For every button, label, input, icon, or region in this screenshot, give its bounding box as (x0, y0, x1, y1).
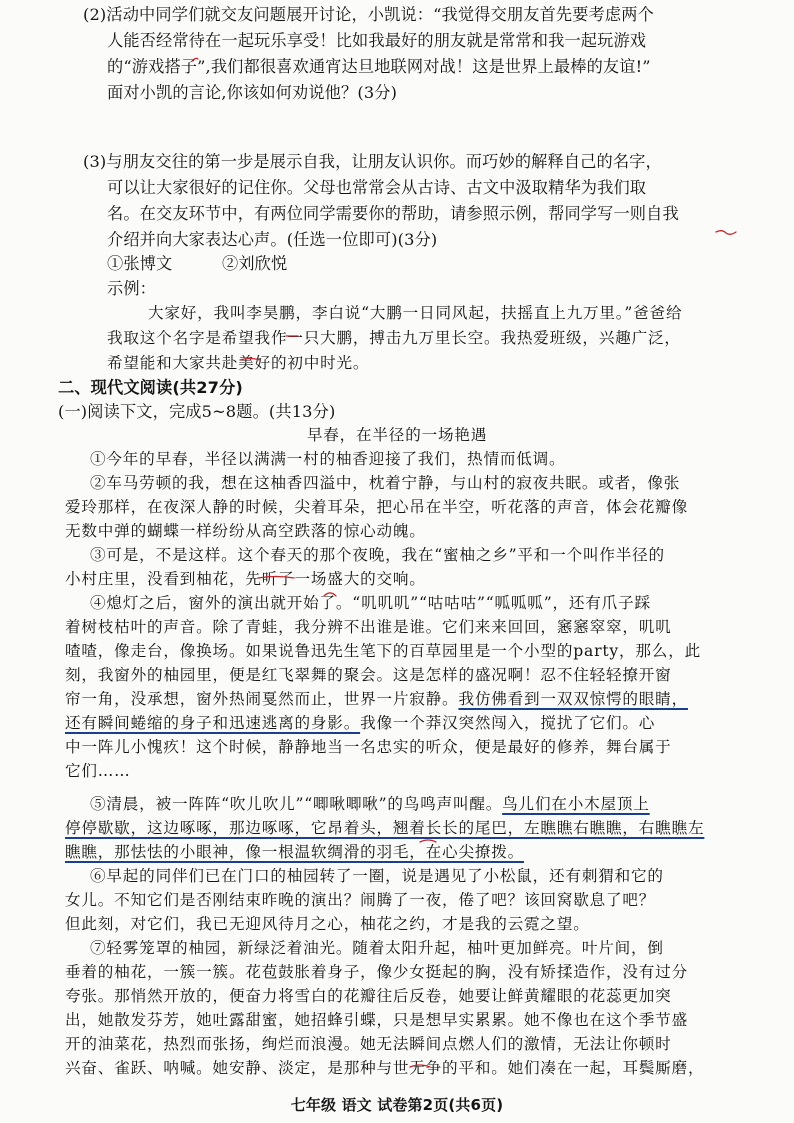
paragraph-4-line: 它们…… (65, 762, 131, 780)
q3-line: 可以让大家很好的记住你。父母也常常会从古诗、古文中汲取精华为我们取 (107, 178, 647, 197)
example-label: 示例： (107, 279, 157, 298)
q2-line: 面对小凯的言论,你该如何劝说他？(3分) (107, 83, 398, 102)
q3-line: 介绍并向大家表达心声。(任选一位即可)(3分) (107, 230, 438, 249)
q3-line: 名。在交友环节中，有两位同学需要你的帮助，请参照示例，帮同学写一则自我 (107, 204, 679, 223)
underlined-sentence: 瞧瞧，那怯怯的小眼神，像一根温软绸滑的羽毛，在心尖撩拨。 (65, 843, 525, 861)
paragraph-7-line: ⑦轻雾笼罩的柚园，新绿泛着油光。随着太阳升起，柚叶更加鲜亮。叶片间，倒 (90, 939, 664, 957)
example-line: 大家好，我叫李昊鹏，李白说“大鹏一日同风起，扶摇直上九万里。”爸爸给 (148, 304, 683, 322)
plain-text: ⑤清晨，被一阵阵“吹儿吹儿”“唧啾唧啾”的鸟鸣声叫醒。 (90, 795, 503, 813)
paragraph-3-line: 小村庄里，没看到柚花，先听了一场盛大的交响。 (65, 570, 426, 588)
paragraph-7-line: 兴奋、雀跃、呐喊。她安静、淡定，是那种与世无争的平和。她们凑在一起，耳鬓厮磨， (65, 1059, 705, 1077)
page-footer: 七年级 语文 试卷第2页(共6页) (290, 1096, 504, 1114)
paragraph-6-line: 但此刻，对它们，我已无迎风待月之心，柚花之约，才是我的云霓之望。 (65, 915, 590, 933)
paragraph-2-line: ②车马劳顿的我，想在这柚香四溢中，枕着宁静，与山村的寂夜共眠。或者，像张 (90, 474, 681, 492)
paragraph-5-line (90, 793, 650, 815)
underlined-sentence: 停停歇歇，这边啄啄，那边啄啄，它昂着头，翘着长长的尾巴，左瞧瞧右瞧瞧，右瞧瞧左 (65, 819, 705, 837)
q2-line: (2)活动中同学们就交友问题展开讨论，小凯说：“我觉得交朋友首先要考虑两个 (83, 5, 654, 24)
paragraph-3-line: ③可是，不是这样。这个春天的那个夜晚，我在“蜜柚之乡”平和一个叫作半径的 (90, 546, 665, 564)
paragraph-4-line (65, 688, 688, 710)
underlined-sentence: 鸟儿们在小木屋顶上 (502, 795, 650, 813)
example-line: 我取这个名字是希望我作一只大鹏，搏击九万里长空。我热爱班级，兴趣广泛， (107, 329, 681, 347)
red-squiggle-mark (716, 231, 736, 235)
paragraph-4-line: 喳喳，像走台，像换场。如果说鲁迅先生笔下的百草园里是一个小型的party，那么，此 (65, 642, 701, 660)
paragraph-2-line: 爱玲那样，在夜深人静的时候，尖着耳朵，把心吊在半空，听花落的声音，体会花瓣像 (65, 498, 688, 516)
plain-text: 帘一角，没承想，窗外热闹戛然而止，世界一片寂静。 (65, 690, 459, 708)
paragraph-6-line: 女儿。不知它们是否刚结束昨晚的演出？闹腾了一夜，倦了吧？该回窝歇息了吧？ (65, 891, 656, 909)
option-liu-xinyue: ②刘欣悦 (222, 254, 288, 273)
paragraph-7-line: 开的油菜花，热烈而张扬，绚烂而浪漫。她无法瞬间点燃人们的激情，无法让你顿时 (65, 1035, 672, 1053)
underlined-sentence: 还有瞬间蜷缩的身子和迅速逃离的身影。 (65, 714, 361, 732)
paragraph-4-line: ④熄灯之后，窗外的演出就开始了。“叽叽叽”“咕咕咕”“呱呱呱”，还有爪子踩 (90, 594, 651, 612)
paragraph-5-line (65, 817, 704, 839)
plain-text: 我像一个莽汉突然闯入，搅扰了它们。心 (360, 714, 656, 732)
paragraph-4-line: 中一阵儿小愧疚！这个时候，静静地当一名忠实的听众，便是最好的修养，舞台属于 (65, 738, 672, 756)
q2-line: 人能否经常待在一起玩乐享受！比如我最好的朋友就是常常和我一起玩游戏 (107, 31, 647, 50)
example-line: 希望能和大家共赴美好的初中时光。 (107, 354, 370, 372)
section-heading: 二、现代文阅读(共27分) (58, 378, 243, 397)
option-zhang-bowen: ①张博文 (107, 254, 173, 273)
paragraph-2-line: 无数中弹的蝴蝶一样纷纷从高空跌落的惊心动魄。 (65, 522, 426, 540)
paragraph-7-line: 垂着的柚花，一簇一簇。花苞鼓胀着身子，像少女挺起的胸，没有矫揉造作，没有过分 (65, 963, 688, 981)
paragraph-4-line: 刻，我窗外的柚园里，便是红飞翠舞的聚会。这是怎样的盛况啊！忍不住轻轻撩开窗 (65, 666, 672, 684)
subsection-heading: (一)阅读下文，完成5~8题。(共13分) (58, 402, 336, 421)
q3-line: (3)与朋友交往的第一步是展示自我，让朋友认识你。而巧妙的解释自己的名字， (83, 152, 662, 171)
paragraph-4-line (65, 712, 655, 734)
underlined-sentence: 我仿佛看到一双双惊愕的眼睛， (458, 690, 688, 708)
paragraph-4-line: 着树枝枯叶的声音。除了青蛙，我分辨不出谁是谁。它们来来回回，窸窸窣窣，叽叽 (65, 618, 672, 636)
paragraph-5-line (65, 841, 524, 863)
paragraph-6-line: ⑥早起的同伴们已在门口的柚园转了一圈，说是遇见了小松鼠，还有刺猬和它的 (90, 867, 664, 885)
q2-line: 的“游戏搭子”,我们都很喜欢通宵达旦地联网对战！这是世界上最棒的友谊!” (107, 57, 651, 76)
paragraph-7-line: 夸张。那悄然开放的，便奋力将雪白的花瓣往后反卷，她要让鲜黄耀眼的花蕊更加突 (65, 987, 672, 1005)
paragraph-7-line: 出，她散发芬芳，她吐露甜蜜，她招蜂引蝶，只是想早实累累。她不像也在这个季节盛 (65, 1011, 688, 1029)
article-title: 早春，在半径的一场艳遇 (306, 426, 488, 444)
paragraph-1: ①今年的早春，半径以满满一村的柚香迎接了我们，热情而低调。 (90, 450, 566, 468)
